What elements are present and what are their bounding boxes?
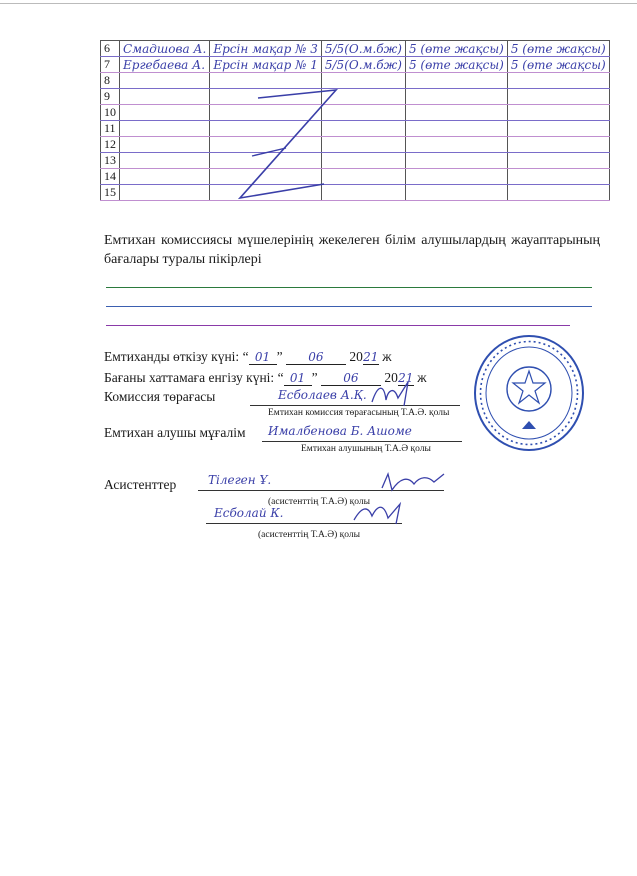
group-cell: Ерсін мақар № 3	[210, 41, 322, 57]
row-number: 12	[101, 137, 120, 153]
exam-date-year-suffix: 21	[363, 350, 379, 364]
table-row	[101, 185, 610, 201]
assistant-1-signature-mark	[378, 470, 448, 494]
student-name-cell	[120, 73, 210, 89]
exam-date-line: Емтиханды өткізу күні: “ 01 ” 06 2021 ж	[104, 349, 392, 364]
entry-date-day: 01	[284, 371, 312, 386]
teacher-signature-line	[262, 441, 462, 442]
top-page-rule	[0, 3, 637, 4]
entry-date-line: Бағаны хаттамаға енгізу күні: “ 01 ” 06 2021 ж	[104, 370, 427, 385]
teacher-handwritten-name: Ималбенова Б. Ашоме	[268, 424, 412, 438]
chair-handwritten-name: Есболаев А.Қ.	[278, 388, 367, 402]
table-row	[101, 105, 610, 121]
row-number: 11	[101, 121, 120, 137]
grade-cell-1: 5/5(О.м.бж)	[321, 57, 405, 73]
grade-cell-3	[507, 105, 609, 121]
entry-date-unit: ж	[417, 370, 427, 385]
student-name-cell: Смадшова А.	[120, 41, 210, 57]
grade-cell-2	[405, 105, 507, 121]
teacher-line	[104, 425, 246, 441]
grade-cell-3: 5 (өте жақсы)	[507, 41, 609, 57]
grade-cell-2	[405, 137, 507, 153]
exam-date-year-prefix: 20	[349, 349, 363, 364]
student-name-cell	[120, 137, 210, 153]
grade-cell-3: 5 (өте жақсы)	[507, 57, 609, 73]
student-name-cell	[120, 185, 210, 201]
group-cell: Ерсін мақар № 1	[210, 57, 322, 73]
row-number: 8	[101, 73, 120, 89]
row-number: 13	[101, 153, 120, 169]
grade-cell-3	[507, 137, 609, 153]
grade-cell-2: 5 (өте жақсы)	[405, 57, 507, 73]
grade-cell-2: 5 (өте жақсы)	[405, 41, 507, 57]
chair-caption: Емтихан комиссия төрағасының Т.А.Ә. қолы	[268, 408, 450, 418]
row-number: 15	[101, 185, 120, 201]
student-name-cell	[120, 105, 210, 121]
comment-line-1	[106, 287, 592, 288]
student-name-cell: Ергебаева А.	[120, 57, 210, 73]
grades-table	[100, 40, 610, 201]
student-name-cell	[120, 121, 210, 137]
entry-date-month: 06	[321, 371, 381, 386]
student-name-cell	[120, 169, 210, 185]
chair-label: Комиссия төрағасы	[104, 389, 216, 404]
assistants-label: Асистенттер	[104, 477, 177, 492]
table-row	[101, 57, 610, 73]
assistant-1-handwritten-name: Тілеген Ұ.	[208, 473, 272, 487]
grade-cell-3	[507, 169, 609, 185]
student-name-cell	[120, 89, 210, 105]
grade-cell-3	[507, 153, 609, 169]
grade-cell-1: 5/5(О.м.бж)	[321, 41, 405, 57]
teacher-label: Емтихан алушы мұғалім	[104, 425, 246, 440]
table-row	[101, 121, 610, 137]
grade-cell-3	[507, 73, 609, 89]
exam-date-month: 06	[286, 350, 346, 365]
z-strike-mark	[228, 86, 348, 206]
student-name-cell	[120, 153, 210, 169]
assistants-line	[104, 477, 176, 493]
assistant-1-caption: (асистенттің Т.А.Ә) қолы	[268, 497, 370, 507]
grade-cell-3	[507, 185, 609, 201]
row-number: 10	[101, 105, 120, 121]
row-number: 7	[101, 57, 120, 73]
table-row	[101, 153, 610, 169]
official-seal-stamp	[472, 333, 586, 453]
row-number: 9	[101, 89, 120, 105]
grade-cell-2	[405, 121, 507, 137]
teacher-caption: Емтихан алушының Т.А.Ә қолы	[301, 444, 431, 454]
entry-date-label: Бағаны хаттамаға енгізу күні:	[104, 370, 275, 385]
chair-line	[104, 389, 215, 405]
exam-date-label: Емтиханды өткізу күні:	[104, 349, 240, 364]
grade-cell-3	[507, 89, 609, 105]
exam-date-day: 01	[249, 350, 277, 365]
comments-heading: Емтихан комиссиясы мүшелерінің жекелеген білім алушылардың жауаптарының бағалары туралы пікірлері	[104, 233, 600, 267]
chair-signature-mark	[368, 380, 418, 408]
table-row	[101, 41, 610, 57]
assistant-2-signature-mark	[350, 500, 410, 526]
chair-signature-line	[250, 405, 460, 406]
entry-date-year-suffix: 21	[398, 371, 414, 385]
row-number: 14	[101, 169, 120, 185]
table-row	[101, 89, 610, 105]
grade-cell-2	[405, 153, 507, 169]
assistant-2-caption: (асистенттің Т.А.Ә) қолы	[258, 530, 360, 540]
grade-cell-2	[405, 169, 507, 185]
table-row	[101, 137, 610, 153]
table-row	[101, 73, 610, 89]
table-row	[101, 169, 610, 185]
row-number: 6	[101, 41, 120, 57]
comment-line-2	[106, 306, 592, 307]
entry-date-year-prefix: 20	[384, 370, 398, 385]
assistant-2-handwritten-name: Есболай К.	[214, 506, 284, 520]
grade-cell-2	[405, 73, 507, 89]
exam-date-unit: ж	[382, 349, 392, 364]
grade-cell-2	[405, 89, 507, 105]
comment-line-3	[106, 325, 570, 326]
grade-cell-3	[507, 121, 609, 137]
grade-cell-2	[405, 185, 507, 201]
